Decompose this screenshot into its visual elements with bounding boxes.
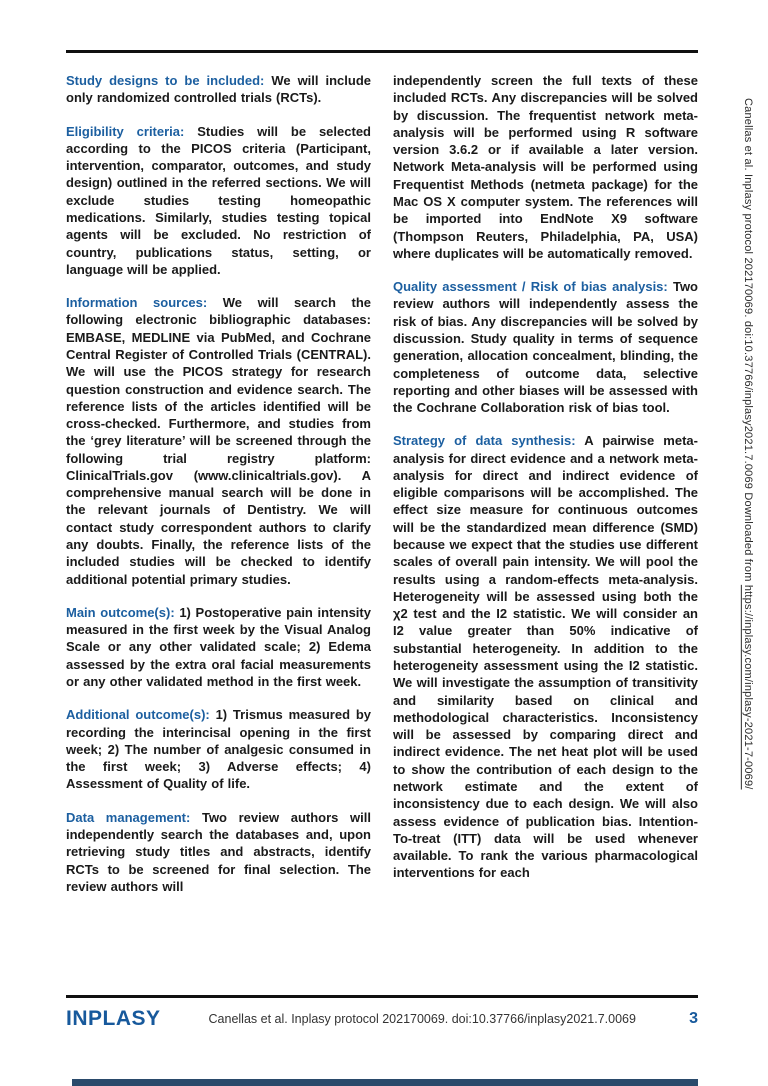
left-column	[66, 72, 371, 911]
inplasy-logo: INPLASY	[66, 1007, 161, 1030]
section-strategy-data-synthesis	[393, 432, 698, 881]
bottom-page-edge-bar	[72, 1079, 698, 1086]
sidebar-citation-link[interactable]: https://inplasy.com/inplasy-2021-7-0069/	[742, 584, 754, 790]
top-horizontal-rule	[66, 50, 698, 53]
section-text: We will include only randomized controlled trials (RCTs).	[66, 73, 371, 106]
section-data-management-continued	[393, 72, 698, 262]
section-main-outcomes	[66, 604, 371, 690]
two-column-body	[66, 72, 698, 911]
section-heading: Quality assessment / Risk of bias analysis:	[393, 279, 668, 295]
section-text: Two review authors will independently search the databases and, upon retrieving study titles and abstracts, identify RCTs to be screened for final selection. The review authors will	[66, 809, 371, 894]
section-text: Studies will be selected according to the PICOS criteria (Participant, intervention, comparator, outcomes, and study design) outlined in the referred sections. We will exclude studies testing homeopathic medications. Similarly, studies testing topical agents will be excluded. No restriction of country, publications status, setting, or language will be applied.	[66, 123, 371, 277]
section-study-designs	[66, 72, 371, 107]
section-heading: Main outcome(s):	[66, 604, 175, 620]
section-heading: Study designs to be included:	[66, 73, 265, 88]
section-text: 1) Trismus measured by recording the interincisal opening in the first week; 2) The number of analgesic consumed in the first week; 3) Adverse effects; 4) Assessment of Quality of life.	[66, 707, 371, 792]
section-heading: Strategy of data synthesis:	[393, 433, 576, 449]
section-information-sources	[66, 294, 371, 588]
section-text: Two review authors will independently assess the risk of bias. Any discrepancies will be solved by discussion. Study quality in terms of sequence generation, allocation concealment, blinding, the completeness of outcome data, selective reporting and other biases will be assessed with the Cochrane Collaboration risk of bias tool.	[393, 279, 698, 416]
section-heading: Additional outcome(s):	[66, 707, 210, 723]
rotated-sidebar-citation	[742, 98, 754, 1048]
section-text: 1) Postoperative pain intensity measured in the first week by the Visual Analog Scale or any other validated scale; 2) Edema assessed by the extra oral facial measurements or any other validated method in the first week.	[66, 604, 371, 689]
section-heading: Eligibility criteria:	[66, 123, 185, 139]
section-heading: Data management:	[66, 809, 191, 825]
section-text: A pairwise meta-analysis for direct evidence and a network meta-analysis for direct and indirect evidence of eligible comparisons will be accomplished. The effect size measure for continuous outcomes will be the standardized mean difference (SMD) because we expect that the studies use different scales of overall pain intensity. We will pool the results using a random-effects meta-analysis. Heterogeneity will be assessed using both the χ2 test and the I2 statistic. We will consider an I2 value greater than 50% indicative of substantial heterogeneity. In addition to the heterogeneity assessment using the I2 statistic. We will investigate the assumption of transitivity and similarity based on clinical and methodological characteristics. Inconsistency will be assessed by comparing direct and indirect evidence. The net heat plot will be used to show the contribution of each design to the network estimate and the extent of inconsistency due to each design. We will also assess evidence of publication bias. Intention-To-treat (ITT) data will be used whenever available. To rank the various pharmacological interventions for each	[393, 433, 698, 881]
section-text: We will search the following electronic bibliographic databases: EMBASE, MEDLINE via PubMed, and Cochrane Central Register of Controlled Trials (CENTRAL). We will use the PICOS strategy for research question construction and evidence search. The reference lists of the articles identified will be cross-checked. Furthermore, and studies from the ‘grey literature’ will be screened through the following trial registry platform: ClinicalTrials.gov (www.clinicaltrials.gov). A comprehensive manual search will be done in the relevant journals of Dentistry. We will contact study correspondent authors to clarify any doubts. Finally, the reference lists of the included studies will be checked to identify additional potential primary studies.	[66, 295, 371, 587]
right-column	[393, 72, 698, 911]
section-data-management	[66, 809, 371, 895]
footer	[66, 1007, 698, 1031]
section-additional-outcomes	[66, 706, 371, 792]
section-quality-assessment	[393, 278, 698, 416]
sidebar-citation-text: Canellas et al. Inplasy protocol 202170069. doi:10.37766/inplasy2021.7.0069 Downloaded from	[742, 98, 754, 585]
footer-citation: Canellas et al. Inplasy protocol 202170069. doi:10.37766/inplasy2021.7.0069	[208, 1012, 636, 1026]
page-number: 3	[689, 1010, 698, 1027]
footer-horizontal-rule	[66, 995, 698, 998]
section-heading: Information sources:	[66, 295, 208, 311]
section-eligibility-criteria	[66, 123, 371, 279]
section-text: independently screen the full texts of these included RCTs. Any discrepancies will be solved by discussion. The frequentist network meta-analysis will be performed using R software version 3.6.2 or if available a later version. Network Meta-analysis will be performed using Frequentist Methods (netmeta package) for the Mac OS X computer system. The references will be imported into EndNote X9 software (Thompson Reuters, Philadelphia, PA, USA) where duplicates will be automatically removed.	[393, 73, 698, 261]
